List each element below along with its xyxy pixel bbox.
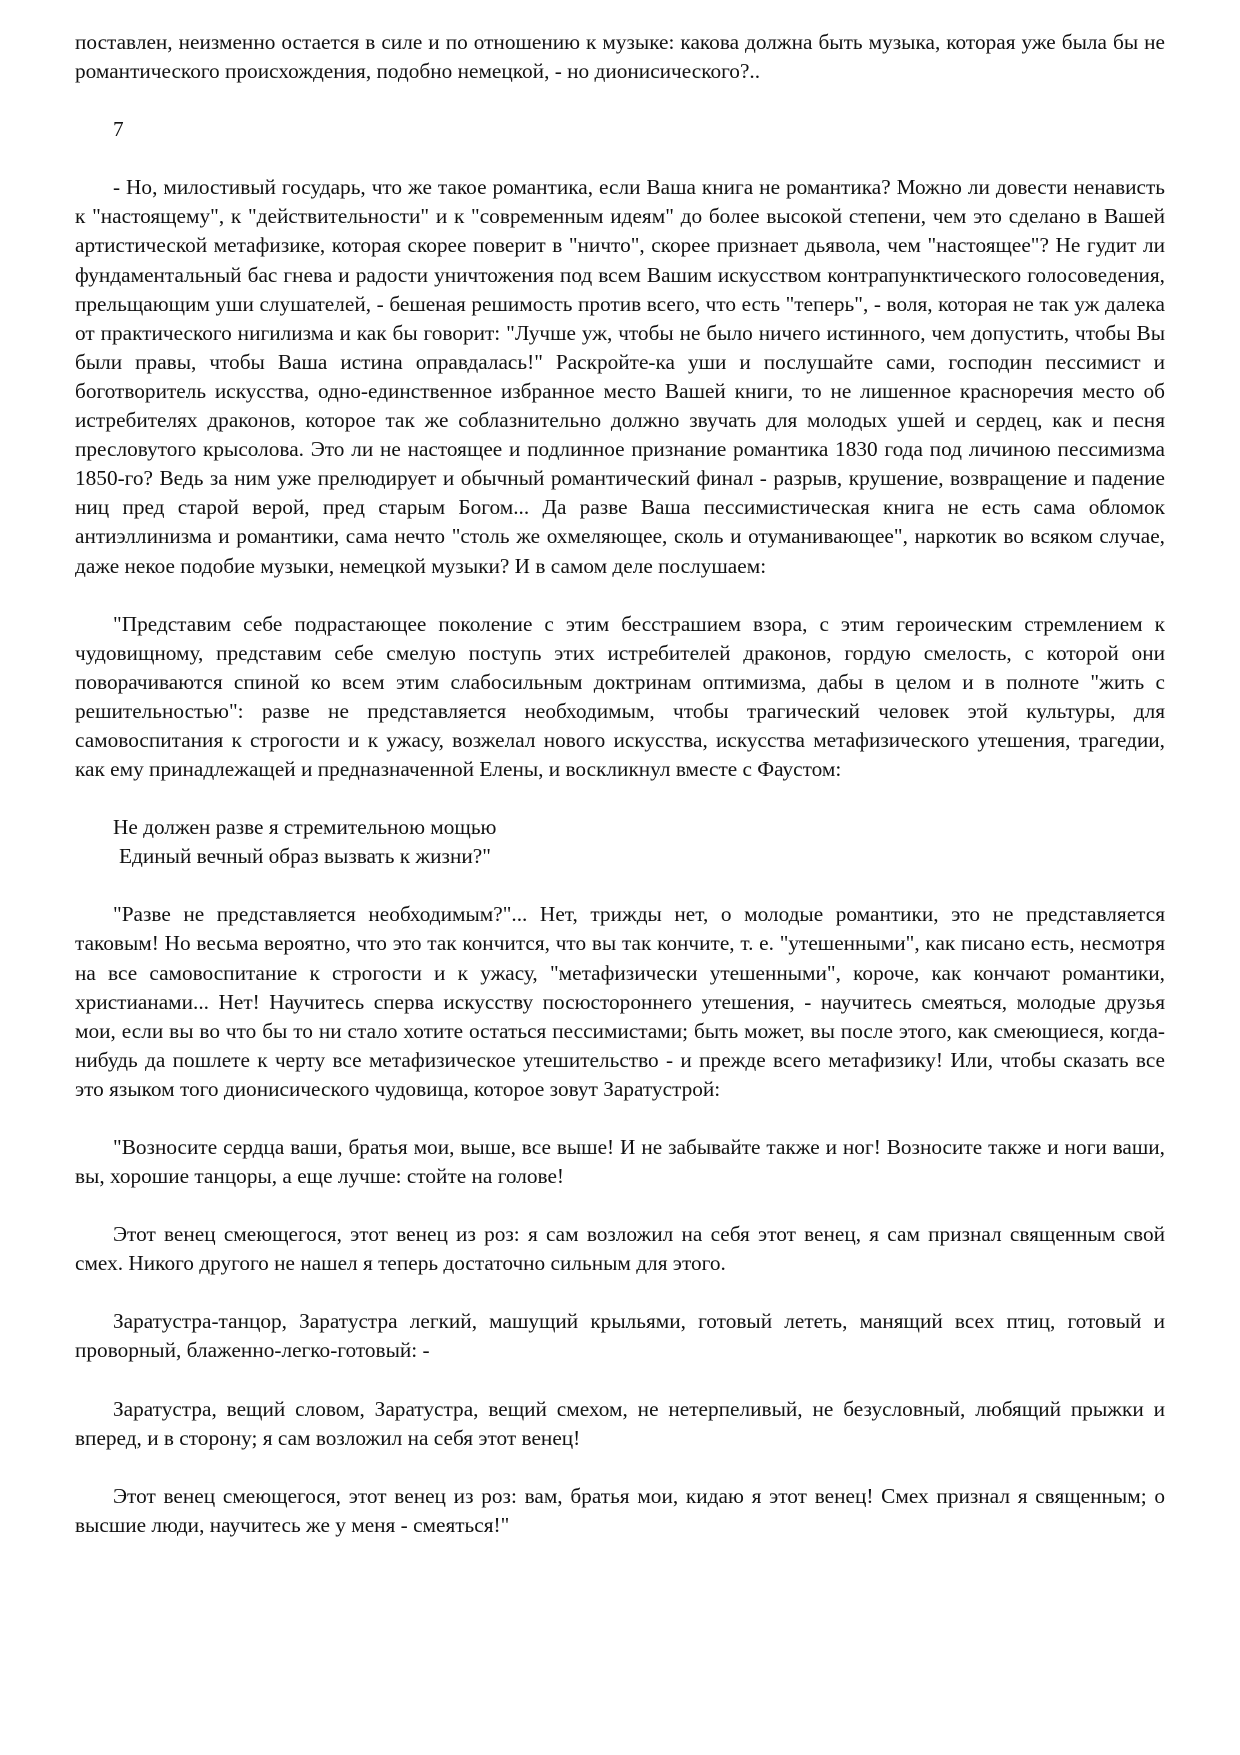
verse-quote	[75, 813, 1165, 871]
section-number: 7	[113, 117, 124, 142]
spacer	[75, 1453, 1165, 1482]
paragraph: "Разве не представляется необходимым?"... Нет, трижды нет, о молодые романтики, это не представляется таковым! Но весьма вероятно, что это так кончится, что вы так кончите, т. е. "утешенными", как писано есть, несмотря на все самовоспитание к строгости и к ужасу, "метафизически утешенными", короче, как кончают романтики, христианами... Нет! Научитесь сперва искусству посюстороннего утешения, - научитесь смеяться, молодые друзья мои, если вы во что бы то ни стало хотите остаться пессимистами; быть может, вы после этого, как смеющиеся, когда-нибудь да пошлете к черту все метафизическое утешительство - и прежде всего метафизику! Или, чтобы сказать все это языком того дионисического чудовища, которое зовут Заратустрой:	[75, 902, 1165, 1101]
spacer	[75, 1191, 1165, 1220]
paragraph-quote: Этот венец смеющегося, этот венец из роз: я сам возложил на себя этот венец, я сам признал священным свой смех. Никого другого не нашел я теперь достаточно сильным для этого.	[75, 1222, 1165, 1276]
paragraph-quote: Заратустра, вещий словом, Заратустра, вещий смехом, не нетерпеливый, не безусловный, любящий прыжки и вперед, и в сторону; я сам возложил на себя этот венец!	[75, 1396, 1165, 1450]
document-page	[75, 28, 1165, 1540]
verse-line: Не должен разве я стремительною мощью	[113, 815, 497, 840]
spacer	[75, 784, 1165, 813]
spacer	[75, 1104, 1165, 1133]
paragraph-quote: "Представим себе подрастающее поколение с этим бесстрашием взора, с этим героическим стремлением к чудовищному, представим себе смелую поступь этих истребителей драконов, гордую смелость, с которой они поворачиваются спиной ко всем этим слабосильным доктринам оптимизма, дабы в целом и в полноте "жить с решительностью": разве не представляется необходимым, чтобы трагический человек этой культуры, для самовоспитания к строгости и к ужасу, возжелал нового искусства, искусства метафизического утешения, трагедии, как ему принадлежащей и предназначенной Елены, и воскликнул вместе с Фаустом:	[75, 611, 1165, 782]
paragraph-quote: Заратустра-танцор, Заратустра легкий, машущий крыльями, готовый лететь, манящий всех птиц, готовый и проворный, блаженно-легко-готовый: -	[75, 1309, 1165, 1363]
paragraph-quote: Этот венец смеющегося, этот венец из роз: вам, братья мои, кидаю я этот венец! Смех признал я священным; о высшие люди, научитесь же у меня - смеяться!"	[75, 1483, 1165, 1537]
spacer	[75, 581, 1165, 610]
spacer	[75, 86, 1165, 115]
paragraph: - Но, милостивый государь, что же такое романтика, если Ваша книга не романтика? Можно ли довести ненависть к "настоящему", к "действительности" и к "современным идеям" до более высокой степени, чем это сделано в Вашей артистической метафизике, которая скорее поверит в "ничто", скорее признает дьявола, чем "настоящее"? Не гудит ли фундаментальный бас гнева и радости уничтожения под всем Вашим искусством контрапунктического голосоведения, прельщающим уши слушателей, - бешеная решимость против всего, что есть "теперь", - воля, которая не так уж далека от практического нигилизма и как бы говорит: "Лучше уж, чтобы не было ничего истинного, чем допустить, чтобы Вы были правы, чтобы Ваша истина оправдалась!" Раскройте-ка уши и послушайте сами, господин пессимист и боготворитель искусства, одно-единственное избранное место Вашей книги, то не лишенное красноречия место об истребителях драконов, которое так же соблазнительно должно звучать для молодых ушей и сердец, как и песня пресловутого крысолова. Это ли не настоящее и подлинное признание романтика 1830 года под личиною пессимизма 1850-го? Ведь за ним уже прелюдирует и обычный романтический финал - разрыв, крушение, возвращение и падение ниц пред старой верой, пред старым Богом... Да разве Ваша пессимистическая книга не есть сама обломок антиэллинизма и романтики, сама нечто "столь же охмеляющее, сколь и отуманивающее", наркотик во всяком случае, даже некое подобие музыки, немецкой музыки? И в самом деле послушаем:	[75, 175, 1165, 578]
verse-line: Единый вечный образ вызвать к жизни?"	[119, 844, 491, 869]
spacer	[75, 871, 1165, 900]
paragraph-continuation: поставлен, неизменно остается в силе и по отношению к музыке: какова должна быть музыка, которая уже была бы не романтического происхождения, подобно немецкой, - но дионисического?..	[75, 30, 1165, 84]
paragraph-quote: "Возносите сердца ваши, братья мои, выше, все выше! И не забывайте также и ног! Возносите также и ноги ваши, вы, хорошие танцоры, а еще лучше: стойте на голове!	[75, 1135, 1165, 1189]
spacer	[75, 1366, 1165, 1395]
spacer	[75, 144, 1165, 173]
spacer	[75, 1278, 1165, 1307]
